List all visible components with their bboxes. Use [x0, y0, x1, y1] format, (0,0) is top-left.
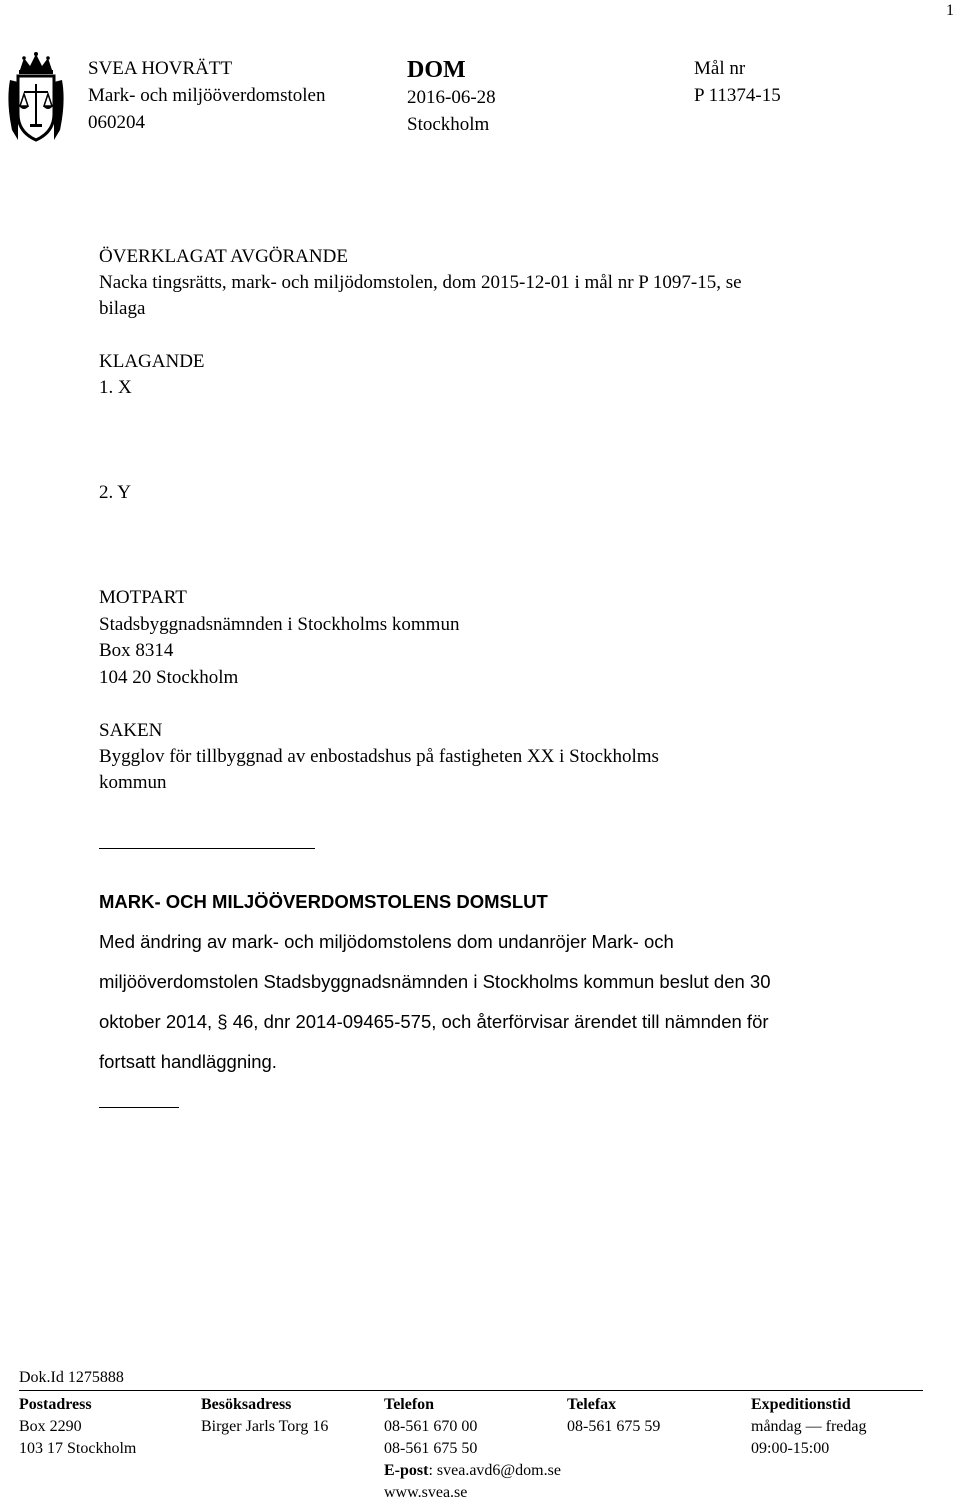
court-name: SVEA HOVRÄTT	[88, 58, 233, 79]
end-divider	[99, 1107, 179, 1108]
court-code: 060204	[88, 112, 145, 133]
footer-visit-title: Besöksadress	[201, 1396, 292, 1413]
appealed-decision-text-line2: bilaga	[99, 298, 146, 319]
case-number: P 11374-15	[694, 85, 781, 106]
footer-email-value: : svea.avd6@dom.se	[428, 1462, 561, 1479]
footer-fax-title: Telefax	[567, 1396, 617, 1413]
document-city: Stockholm	[407, 114, 490, 135]
matter-heading: SAKEN	[99, 720, 163, 741]
counterparty-postal: 104 20 Stockholm	[99, 667, 239, 688]
footer-visit-line: Birger Jarls Torg 16	[201, 1418, 329, 1435]
document-date: 2016-06-28	[407, 87, 496, 108]
footer-phone-line: 08-561 675 50	[384, 1440, 478, 1457]
case-label: Mål nr	[694, 58, 746, 79]
counterparty-box: Box 8314	[99, 640, 174, 661]
appellant-1: 1. X	[99, 377, 132, 398]
footer-postal-line: Box 2290	[19, 1418, 82, 1435]
matter-line2: kommun	[99, 772, 167, 793]
section-divider	[99, 848, 315, 849]
footer-postal-line: 103 17 Stockholm	[19, 1440, 137, 1457]
footer-rule	[19, 1390, 923, 1391]
appealed-decision-text-line1: Nacka tingsrätts, mark- och miljödomstolen, dom 2015-12-01 i mål nr P 1097-15, se	[99, 272, 742, 293]
counterparty-heading: MOTPART	[99, 587, 187, 608]
footer-phone-title: Telefon	[384, 1396, 435, 1413]
footer-website: www.svea.se	[384, 1484, 468, 1501]
page-number: 1	[946, 2, 954, 19]
ruling-heading: MARK- OCH MILJÖÖVERDOMSTOLENS DOMSLUT	[99, 891, 548, 912]
document-id: Dok.Id 1275888	[19, 1369, 124, 1386]
appealed-decision-heading: ÖVERKLAGAT AVGÖRANDE	[99, 246, 348, 267]
coat-of-arms-logo	[4, 52, 68, 144]
ruling-line: miljööverdomstolen Stadsbyggnadsnämnden i Stockholms kommun beslut den 30	[99, 971, 771, 992]
court-division: Mark- och miljööverdomstolen	[88, 85, 326, 106]
footer-hours-title: Expeditionstid	[751, 1396, 851, 1413]
counterparty-name: Stadsbyggnadsnämnden i Stockholms kommun	[99, 614, 460, 635]
ruling-line: Med ändring av mark- och miljödomstolens dom undanröjer Mark- och	[99, 931, 674, 952]
footer-hours-line: måndag — fredag	[751, 1418, 867, 1435]
appellant-2: 2. Y	[99, 482, 132, 503]
footer-hours-line: 09:00-15:00	[751, 1440, 830, 1457]
footer-email	[384, 1460, 561, 1482]
ruling-line: oktober 2014, § 46, dnr 2014-09465-575, och återförvisar ärendet till nämnden för	[99, 1011, 769, 1032]
footer-email-label: E-post	[384, 1462, 429, 1479]
footer-postal-title: Postadress	[19, 1396, 92, 1413]
footer-phone-line: 08-561 670 00	[384, 1418, 478, 1435]
appellants-heading: KLAGANDE	[99, 351, 205, 372]
footer-fax-line: 08-561 675 59	[567, 1418, 661, 1435]
ruling-line: fortsatt handläggning.	[99, 1051, 277, 1072]
document-type: DOM	[407, 57, 466, 83]
matter-line1: Bygglov för tillbyggnad av enbostadshus på fastigheten XX i Stockholms	[99, 746, 659, 767]
